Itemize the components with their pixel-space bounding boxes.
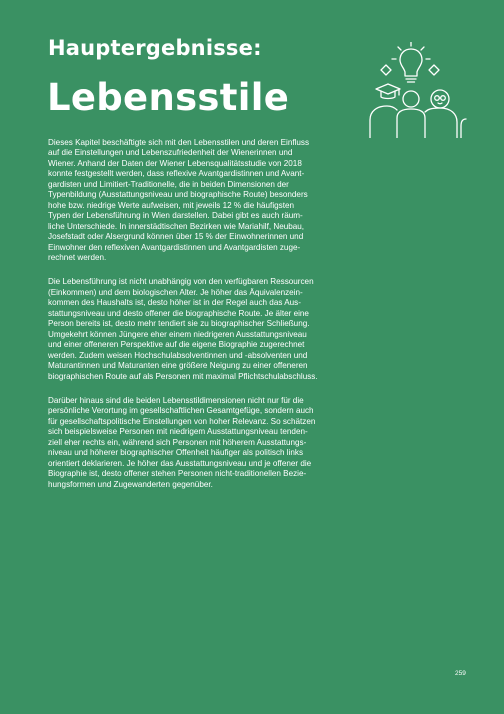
paragraph-1: Dieses Kapitel beschäftigte sich mit den Lebensstilen und deren Einfluss auf die Einstellungen und Lebenszufriedenheit der Wienerinnen und Wiener. Anhand der Daten der Wiener Lebensqualitätsstudie von 2018 konnte festgestellt werden, dass reflexive Avantgardistinnen und Avant- gardisten und Limitiert-Traditionelle, die in beiden Dimensionen der Typenbildung (Ausstattungsniveau und biographische Route) besonders hohe bzw. niedrige Werte aufweisen, mit jeweils 12 % die häufigsten Typen der Lebensführung in Wien darstellen. Dabei gibt es auch räum- liche Unterschiede. In innerstädtischen Bezirken wie Mariahilf, Neubau, Josefstadt oder Alsergrund können über 15 % der Einwohnerinnen und Einwohner den reflexiven Avantgardistinnen und Avantgardisten zuge- rechnet werden. <box>48 138 310 262</box>
head-icon <box>403 91 419 107</box>
page-number: 259 <box>455 670 466 677</box>
face-icon <box>431 90 449 108</box>
figure-silhouette-icon <box>370 106 466 138</box>
lifestyle-illustration <box>366 42 470 138</box>
paragraph-2: Die Lebensführung ist nicht unabhängig von den verfügbaren Ressourcen (Einkommen) und dem biologischen Alter. Je höher das Äquivalenzein- kommen des Haushalts ist, desto höher ist in der Regel auch das Aus- stattungsniveau und desto offener die biographische Route. Je älter eine Person bereits ist, desto mehr tendiert sie zu biographischer Schließung. Umgekehrt können Jüngere eher einem niedrigeren Ausstattungsniveau und einer offeneren Perspektive auf die eigene Biographie zugerechnet werden. Zudem weisen Hochschulabsolventinnen und -absolventen und Maturantinnen und Maturanten eine größere Neigung zu einer offeneren biographischen Route auf als Personen mit maximal Pflichtschulabschluss. <box>48 277 318 381</box>
light-rays-icon <box>392 42 430 59</box>
paragraph-3: Darüber hinaus sind die beiden Lebensstildimensionen nicht nur für die persönliche Verortung im gesellschaftlichen Gesamtgefüge, sondern auch für gesellschaftspolitische Einstellungen von hoher Relevanz. So schätzen sich beispielsweise Personen mit niedrigem Ausstattungsniveau tenden- ziell eher rechts ein, während sich Personen mit höherem Ausstattungs- niveau und höherer biographischer Offenheit häufiger als politisch links orientiert deklarieren. Je höher das Ausstattungsniveau und je offener die Biographie ist, desto offener stehen Personen nicht-traditionellen Bezie- hungsformen und Zugewanderten gegenüber. <box>48 395 316 489</box>
section-kicker: Hauptergebnisse: <box>48 36 262 60</box>
graduation-cap-icon <box>376 84 400 99</box>
diamond-icon <box>381 65 391 75</box>
lightbulb-icon <box>400 49 422 82</box>
body-text <box>48 138 370 504</box>
page-title: Lebensstile <box>47 76 290 119</box>
diamond-icon <box>429 65 439 75</box>
